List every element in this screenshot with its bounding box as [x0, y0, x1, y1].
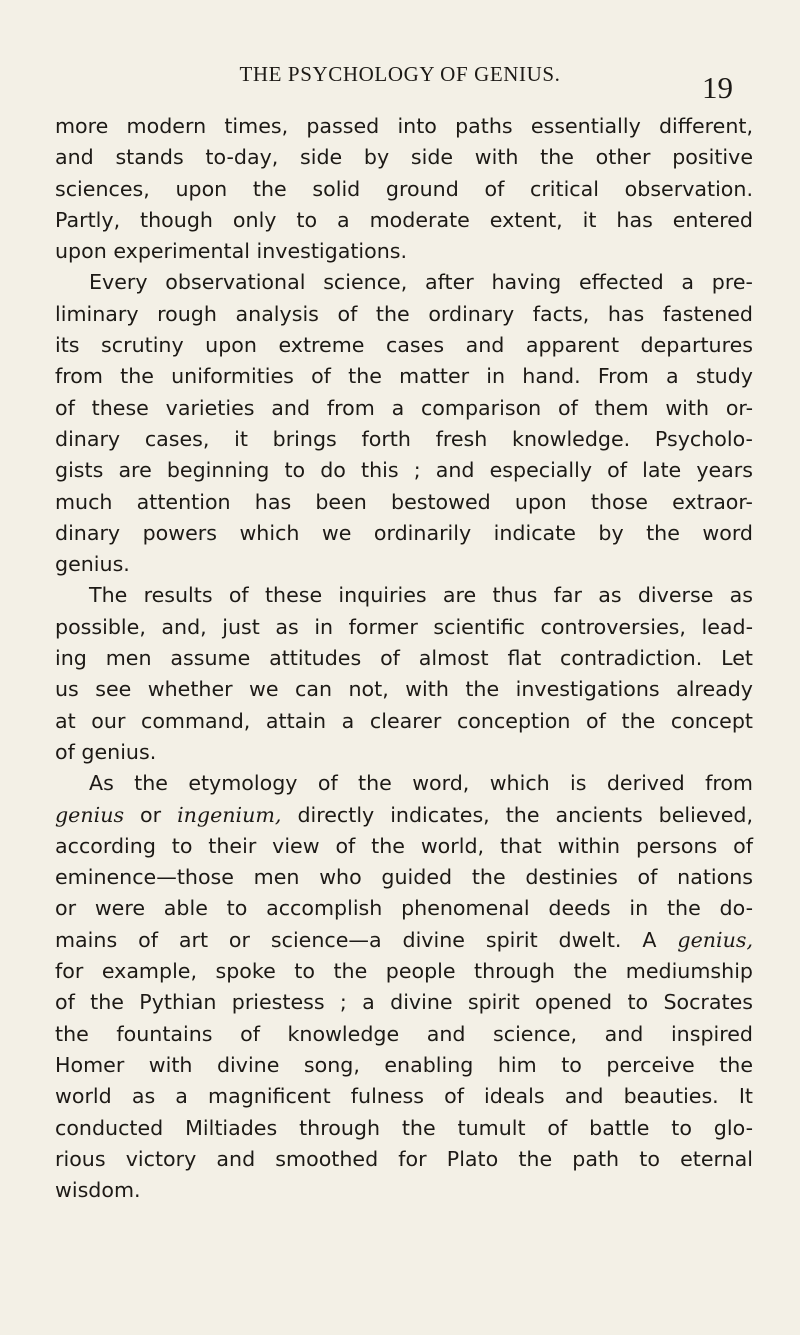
italic-term: genius, [677, 927, 753, 952]
page-number: 19 [702, 70, 733, 105]
text-line [55, 956, 753, 987]
text-run: dinary powers which we ordinarily indicate by the word [55, 520, 753, 545]
text-run: the fountains of knowledge and science, and inspired [55, 1021, 753, 1046]
text-line [55, 1050, 753, 1081]
text-run: or [124, 802, 178, 827]
text-run: Partly, though only to a moderate extent, it has entered [55, 207, 753, 232]
paragraph [55, 111, 753, 267]
text-run: The results of these inquiries are thus far as diverse as [89, 583, 753, 608]
text-line [55, 111, 753, 142]
italic-term: ingenium, [177, 802, 282, 827]
text-line [55, 987, 753, 1018]
text-run: As the etymology of the word, which is derived from [89, 771, 753, 796]
text-run: its scrutiny upon extreme cases and apparent departures [55, 333, 753, 358]
text-run: dinary cases, it brings forth fresh knowledge. Psycholo- [55, 426, 753, 451]
text-run: ing men assume attitudes of almost flat contradiction. Let [55, 646, 753, 671]
text-line [55, 424, 753, 455]
text-run: sciences, upon the solid ground of critical observation. [55, 176, 753, 201]
text-line [55, 925, 753, 956]
text-run: for example, spoke to the people through the mediumship [55, 959, 753, 984]
text-run: possible, and, just as in former scientific controversies, lead- [55, 614, 753, 639]
text-line [55, 1144, 753, 1175]
text-line [55, 800, 753, 831]
text-line [55, 768, 753, 799]
text-run: conducted Miltiades through the tumult of battle to glo- [55, 1115, 753, 1140]
text-run: rious victory and smoothed for Plato the path to eternal [55, 1146, 753, 1171]
text-line [55, 518, 753, 549]
text-line [55, 393, 753, 424]
text-run: according to their view of the world, that within persons of [55, 833, 753, 858]
text-line [55, 549, 753, 580]
text-line [55, 299, 753, 330]
text-run: more modern times, passed into paths essentially different, [55, 114, 753, 138]
text-run: directly indicates, the ancients believed, [281, 802, 753, 827]
text-run: much attention has been bestowed upon those extraor- [55, 489, 753, 514]
text-line [55, 487, 753, 518]
text-line [55, 831, 753, 862]
text-run: and stands to-day, side by side with the other positive [55, 145, 753, 170]
text-run: gists are beginning to do this ; and especially of late years [55, 458, 753, 483]
text-run: Homer with divine song, enabling him to perceive the [55, 1052, 753, 1077]
text-run: at our command, attain a clearer conception of the concept [55, 708, 753, 733]
text-run: world as a magnificent fulness of ideals and beauties. It [55, 1084, 753, 1109]
text-run: Every observational science, after having effected a pre- [89, 270, 753, 295]
text-run: of genius. [55, 739, 157, 764]
text-run: of these varieties and from a comparison of them with or- [55, 395, 753, 420]
text-line [55, 330, 753, 361]
text-line [55, 612, 753, 643]
text-line [55, 142, 753, 173]
text-line [55, 706, 753, 737]
text-line [55, 1081, 753, 1112]
running-head: THE PSYCHOLOGY OF GENIUS. [239, 62, 561, 86]
text-line [55, 361, 753, 392]
text-line [55, 205, 753, 236]
text-line [55, 737, 753, 768]
body-text [55, 111, 753, 1206]
text-line [55, 455, 753, 486]
text-run: liminary rough analysis of the ordinary facts, has fastened [55, 301, 753, 326]
text-line [55, 862, 753, 893]
text-line [55, 174, 753, 205]
text-line [55, 1113, 753, 1144]
text-run: eminence—those men who guided the destinies of nations [55, 865, 753, 890]
text-line [55, 1175, 753, 1206]
text-run: from the uniformities of the matter in hand. From a study [55, 364, 753, 389]
text-run: of the Pythian priestess ; a divine spirit opened to Socrates [55, 990, 753, 1015]
italic-term: genius [55, 802, 125, 827]
text-line [55, 580, 753, 611]
text-line [55, 236, 753, 267]
paragraph [55, 267, 753, 580]
text-run: us see whether we can not, with the investigations already [55, 677, 753, 702]
text-run: or were able to accomplish phenomenal deeds in the do- [55, 896, 753, 921]
text-line [55, 643, 753, 674]
paragraph [55, 580, 753, 768]
text-run: genius. [55, 552, 130, 577]
paragraph [55, 768, 753, 1206]
text-line [55, 674, 753, 705]
text-line [55, 267, 753, 298]
text-line [55, 893, 753, 924]
text-line [55, 1019, 753, 1050]
text-run: upon experimental investigations. [55, 239, 408, 264]
text-run: wisdom. [55, 1178, 141, 1203]
text-run: mains of art or science—a divine spirit dwelt. A [55, 927, 678, 952]
